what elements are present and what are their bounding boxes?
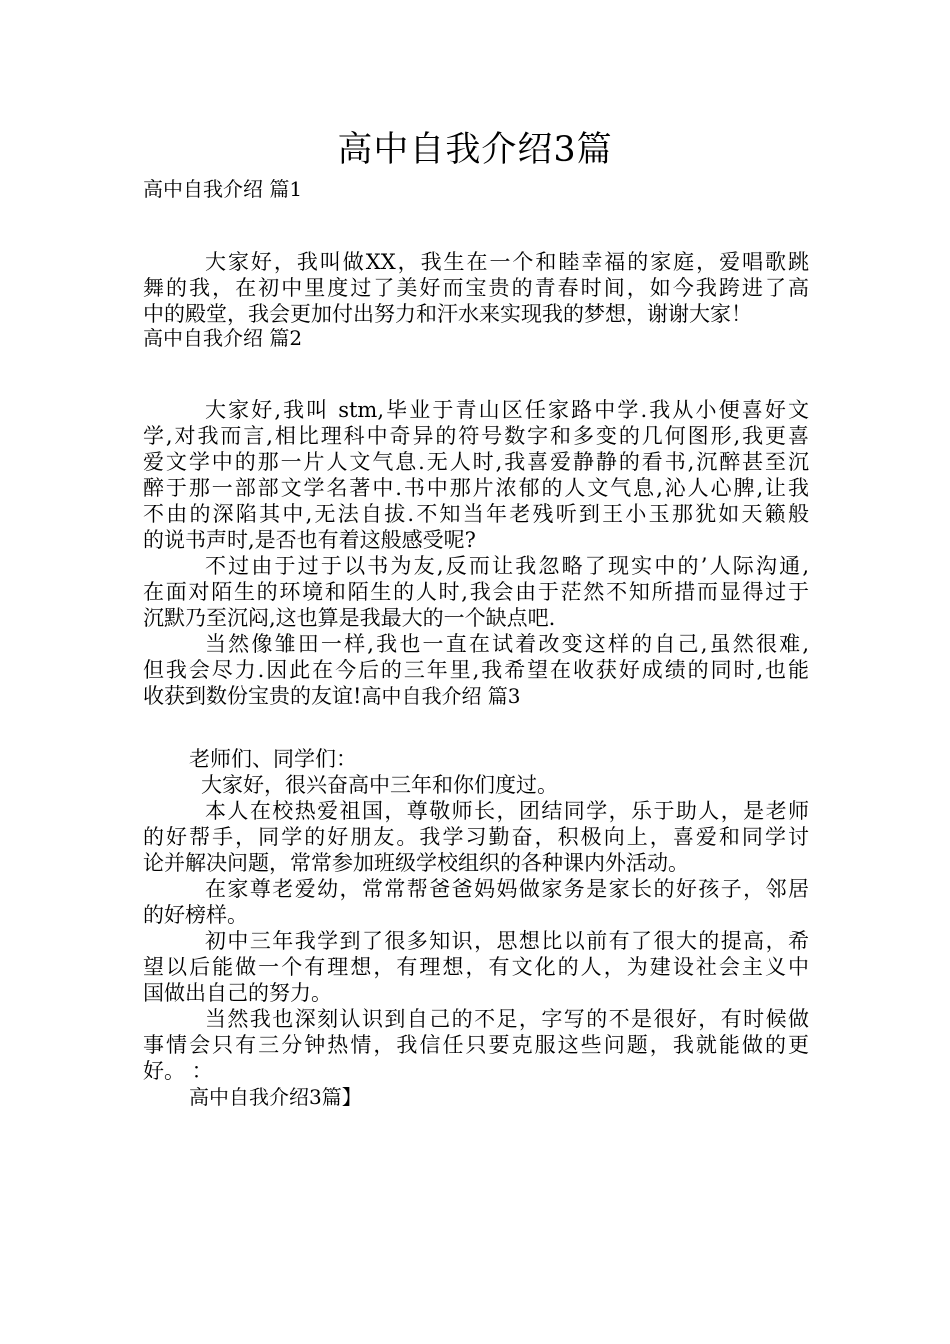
paragraph-line: 但我会尽力.因此在今后的三年里,我希望在收获好成绩的同时,也能: [143, 658, 809, 682]
paragraph-line: 不过由于过于以书为友,反而让我忽略了现实中的’人际沟通,: [205, 554, 809, 578]
section-1-body: [143, 249, 809, 327]
paragraph-line: 初中三年我学到了很多知识，思想比以前有了很大的提高，希: [205, 929, 809, 953]
paragraph-line: 的说书声时,是否也有着这般感受呢?: [143, 528, 476, 552]
section-3-heading: 高中自我介绍 篇3: [361, 684, 521, 708]
paragraph-line: 的好榜样。: [143, 903, 248, 927]
paragraph-line: 学,对我而言,相比理科中奇异的符号数字和多变的几何图形,我更喜: [143, 424, 809, 448]
closing-title: 高中自我介绍3篇】: [189, 1085, 362, 1109]
paragraph-line: 论并解决问题，常常参加班级学校组织的各种课内外活动。: [143, 851, 689, 875]
paragraph-line: 大家好，我叫做XX，我生在一个和睦幸福的家庭，爱唱歌跳: [205, 250, 809, 274]
paragraph-line: 沉默乃至沉闷,这也算是我最大的一个缺点吧.: [143, 606, 556, 630]
paragraph-line: 大家好,我叫 stm,毕业于青山区任家路中学.我从小便喜好文: [205, 398, 809, 422]
salutation: 老师们、同学们：: [189, 747, 357, 771]
paragraph-line: 当然我也深刻认识到自己的不足，字写的不是很好，有时候做: [205, 1007, 809, 1031]
section-3-body: [143, 746, 809, 1110]
paragraph-line: 事情会只有三分钟热情，我信任只要克服这些问题，我就能做的更: [143, 1033, 809, 1057]
document-title: 高中自我介绍3篇: [337, 130, 613, 170]
section-1-heading: 高中自我介绍 篇1: [143, 177, 303, 201]
paragraph-line: 中的殿堂，我会更加付出努力和汗水来实现我的梦想，谢谢大家！: [143, 302, 752, 326]
paragraph-line: 舞的我，在初中里度过了美好而宝贵的青春时间，如今我跨进了高: [143, 276, 809, 300]
paragraph-line: 本人在校热爱祖国，尊敬师长，团结同学，乐于助人，是老师: [205, 799, 809, 823]
paragraph-line: 当然像雏田一样,我也一直在试着改变这样的自己,虽然很难,: [205, 632, 809, 656]
paragraph-line-with-heading: [143, 683, 809, 709]
paragraph-line: 爱文学中的那一片人文气息.无人时,我喜爱静静的看书,沉醉甚至沉: [143, 450, 809, 474]
paragraph-line: 大家好，很兴奋高中三年和你们度过。: [201, 773, 558, 797]
paragraph-line: 在面对陌生的环境和陌生的人时,我会由于茫然不知所措而显得过于: [143, 580, 809, 604]
paragraph-line: 不由的深陷其中,无法自拔.不知当年老残听到王小玉那犹如天籁般: [143, 502, 809, 526]
paragraph-line: 的好帮手，同学的好朋友。我学习勤奋，积极向上，喜爱和同学讨: [143, 825, 809, 849]
paragraph-text: 收获到数份宝贵的友谊!: [143, 684, 362, 708]
paragraph-line: 在家尊老爱幼，常常帮爸爸妈妈做家务是家长的好孩子，邻居: [205, 877, 809, 901]
section-2-body: [143, 397, 809, 709]
paragraph-line: 好。 ：: [143, 1059, 213, 1083]
paragraph-line: 国做出自己的努力。: [143, 981, 332, 1005]
paragraph-line: 醉于那一部部文学名著中.书中那片浓郁的人文气息,沁人心脾,让我: [143, 476, 809, 500]
paragraph-line: 望以后能做一个有理想，有理想，有文化的人，为建设社会主义中: [143, 955, 809, 979]
section-2-heading: 高中自我介绍 篇2: [143, 326, 303, 350]
